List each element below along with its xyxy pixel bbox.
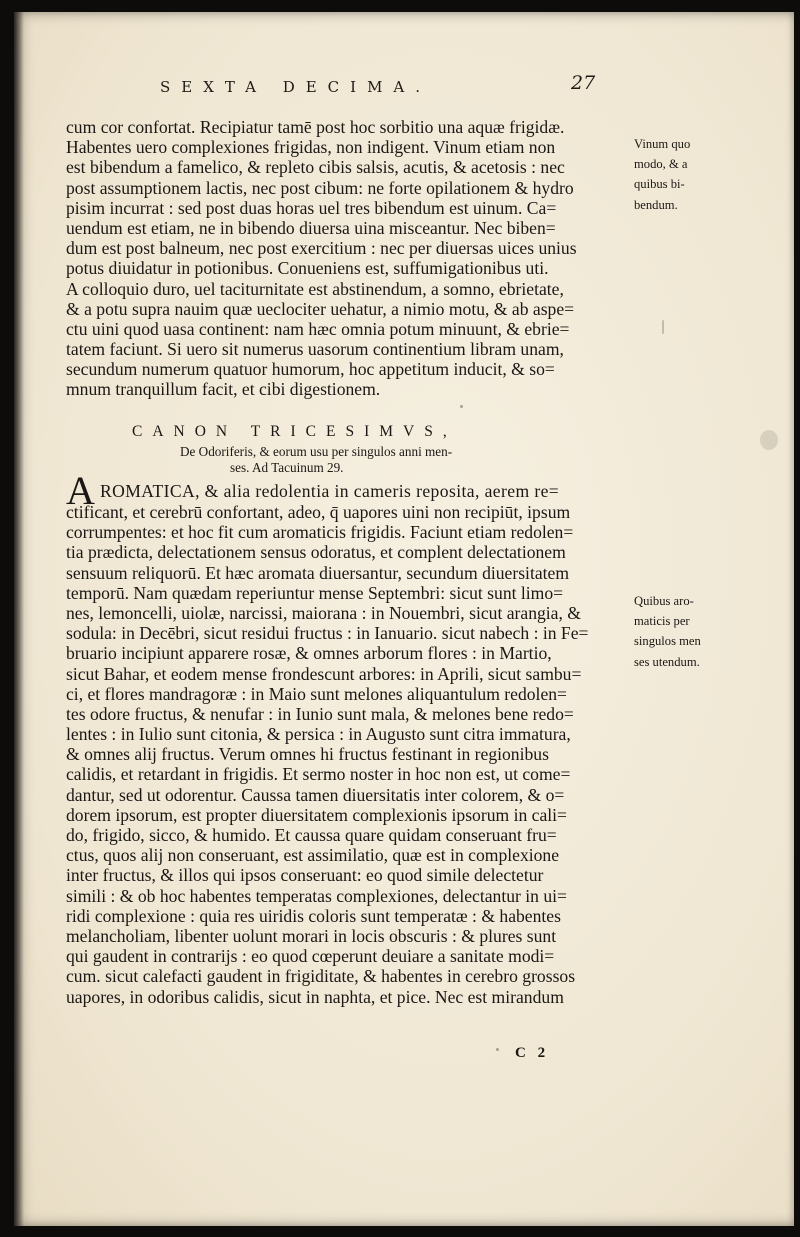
- text-line: tatem faciunt. Si uero sit numerus uasorum continentium libram unam,: [66, 339, 564, 360]
- text-line: do, frigido, sicco, & humido. Et caussa quare quidam conseruant fru=: [66, 825, 557, 845]
- text-line: ridi complexione : quia res uiridis coloris sunt temperatæ : & habentes: [66, 905, 561, 926]
- text-line: maticis per: [634, 614, 690, 629]
- text-line: A colloquio duro, uel taciturnitate est abstinendum, a somno, ebrietate,: [66, 278, 564, 299]
- text-line: cum. sicut calefacti gaudent in frigiditate, & habentes in cerebro grossos: [66, 966, 576, 987]
- page-gutter-shadow: [14, 12, 24, 1226]
- text-line: cum cor confortat. Recipiatur tamē post hoc sorbitio una aquæ frigidæ.: [66, 117, 565, 137]
- text-line: quibus bi-: [634, 177, 685, 192]
- margin-note-wine: [634, 137, 729, 218]
- text-line: simili : & ob hoc habentes temperatas complexiones, delectantur in ui=: [66, 885, 567, 906]
- text-line: post assumptionem lactis, nec post cibum: ne forte opilationem & hydro: [66, 177, 574, 198]
- paper-mark: [662, 320, 664, 334]
- paper-speck: [496, 1048, 499, 1051]
- section2-body: [66, 502, 626, 1007]
- text-line: sicut Bahar, et eodem mense frondescunt arbores: in Aprili, sicut sambu=: [66, 663, 582, 684]
- drop-cap-initial: A: [66, 468, 95, 513]
- text-line: modo, & a: [634, 157, 688, 172]
- text-line: potus diuidatur in potionibus. Conueniens est, suffumigationibus uti.: [66, 258, 549, 279]
- text-line: & omnes alij fructus. Verum omnes hi fructus festinant in regionibus: [66, 744, 549, 765]
- text-line: Quibus aro-: [634, 594, 694, 608]
- text-line: ctu uini quod uasa continent: nam hæc omnia potum minuunt, & ebrie=: [66, 318, 570, 339]
- margin-note-aromatics: [634, 594, 729, 675]
- text-line: dantur, sed ut odorentur. Caussa tamen diuersitatis inter colorem, & o=: [66, 784, 565, 805]
- text-line: uapores, in odoribus calidis, sicut in naphta, et pice. Nec est mirandum: [66, 986, 564, 1007]
- text-line: sensuum reliquorū. Et hæc aromata diuersantur, secundum diuersitatem: [66, 562, 570, 583]
- text-line: lentes : in Iulio sunt citonia, & persica : in Augusto sunt citra immatura,: [66, 724, 571, 745]
- text-line: pisim incurrat : sed post duas horas uel tres bibendum est uinum. Ca=: [66, 197, 557, 218]
- text-line: qui gaudent in contrarijs : eo quod cœperunt deuiare a sanitate modi=: [66, 946, 555, 967]
- signature-mark: C 2: [515, 1045, 550, 1061]
- text-line: ses utendum.: [634, 654, 700, 669]
- canon-subtitle-line2: ses. Ad Tacuinum 29.: [230, 460, 344, 475]
- text-line: mnum tranquillum facit, et cibi digestionem.: [66, 379, 381, 400]
- text-line: tes odore fructus, & nenufar : in Iunio sunt mala, & melones bene redo=: [66, 703, 574, 724]
- paper-speck: [460, 405, 463, 408]
- text-line: calidis, et retardant in frigidis. Et sermo noster in hoc non est, ut come=: [66, 764, 571, 785]
- text-line: sodula: in Decēbri, sicut residui fructus : in Ianuario. sicut nabech : in Fe=: [66, 623, 589, 644]
- text-line: tia prædicta, delectationem sensus odoratus, et complent delectationem: [66, 542, 566, 563]
- section1-body: [66, 117, 626, 400]
- paper-stain: [760, 430, 778, 450]
- text-line: uendum est etiam, ne in bibendo diuersa uina misceantur. Nec biben=: [66, 217, 556, 238]
- text-line: secundum numerum quatuor humorum, hoc appetitum inducit, & so=: [66, 359, 555, 380]
- text-line: ctus, quos alij non conseruant, est assimilatio, quæ est in complexione: [66, 845, 560, 866]
- running-title: SEXTA DECIMA.: [160, 78, 432, 96]
- text-line: ctificant, et cerebrū confortant, adeo, q̄ uapores uini non recipiūt, ipsum: [66, 502, 571, 522]
- text-line: dum est post balneum, nec post exercitium : nec per diuersas uices unius: [66, 238, 577, 259]
- text-line: bendum.: [634, 197, 678, 212]
- text-line: inter fructus, & illos qui ipsos conseruant: eo quod simile delectetur: [66, 865, 544, 886]
- section2-first-line: ROMATICA, & alia redolentia in cameris reposita, aerem re=: [100, 481, 560, 501]
- text-line: temporū. Nam quædam reperiuntur mense Septembri: sicut sunt limo=: [66, 582, 564, 603]
- canon-heading: CANON TRICESIMVS,: [132, 423, 457, 440]
- text-line: est bibendum a famelico, & repleto cibis salsis, acutis, & acetosis : nec: [66, 157, 565, 178]
- text-line: melancholiam, libenter uolunt morari in locis obscuris : & plures sunt: [66, 925, 557, 946]
- text-line: Habentes uero complexiones frigidas, non indigent. Vinum etiam non: [66, 137, 556, 158]
- text-line: dorem ipsorum, est propter diuersitatem complexionis ipsorum in cali=: [66, 804, 567, 825]
- text-line: & a potu supra nauim quæ ueclociter uehatur, a nimio motu, & ab aspe=: [66, 298, 575, 319]
- text-line: nes, lemoncelli, uiolæ, narcissi, maiorana : in Nouembri, sicut arangia, &: [66, 602, 581, 623]
- canon-subtitle-line1: De Odoriferis, & eorum usu per singulos anni men-: [180, 444, 453, 459]
- text-line: singulos men: [634, 634, 701, 649]
- text-line: ci, et flores mandragoræ : in Maio sunt melones aliquantulum redolen=: [66, 683, 567, 704]
- text-line: bruario incipiunt apparere rosæ, & omnes arborum flores : in Martio,: [66, 643, 552, 664]
- folio-number: 27: [571, 72, 596, 94]
- text-line: corrumpentes: et hoc fit cum aromaticis frigidis. Faciunt etiam redolen=: [66, 522, 574, 543]
- text-line: Vinum quo: [634, 137, 691, 151]
